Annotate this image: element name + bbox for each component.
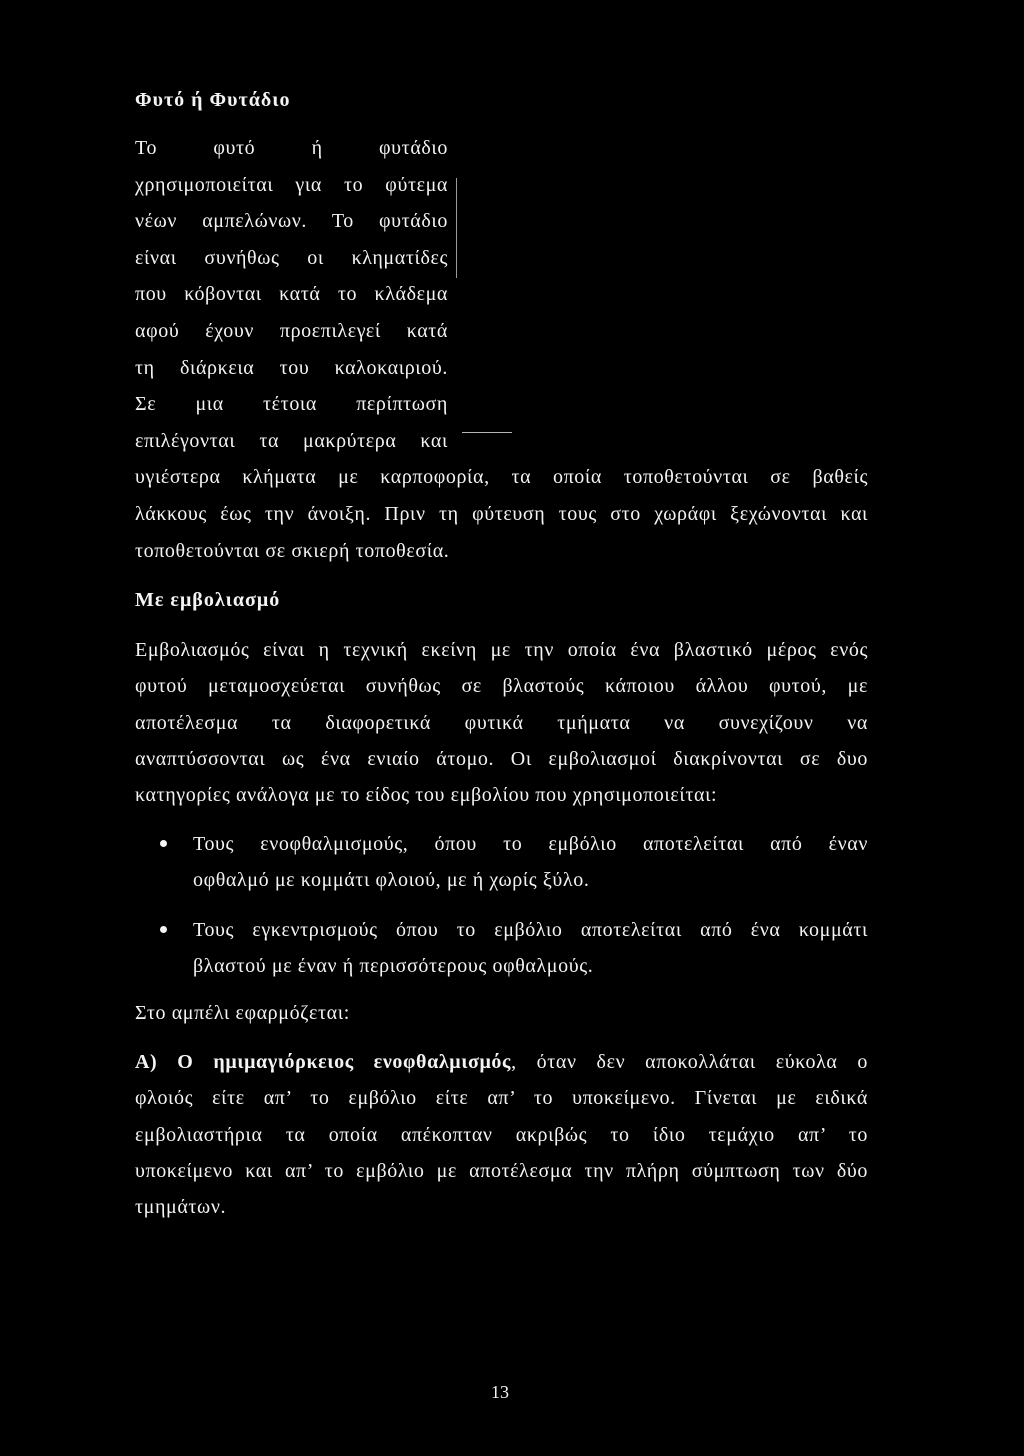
text-line: οφθαλμό με κομμάτι φλοιού, με ή χωρίς ξύλο. <box>193 869 590 891</box>
text-line: Σε μια τέτοια περίπτωση <box>135 393 448 416</box>
figure-frame-edge-vertical <box>456 178 457 278</box>
paragraph-vineyard-intro <box>135 995 868 1031</box>
text-line: τη διάρκεια του καλοκαιριού. <box>135 356 448 379</box>
text-line: υποκείμενο και απ’ το εμβόλιο με αποτέλεσμα την πλήρη σύμπτωση των δύο <box>135 1159 868 1182</box>
text-line: εμβολιαστήρια τα οποία απέκοπταν ακριβώς το ίδιο τεμάχιο απ’ το <box>135 1123 868 1146</box>
bullet-item <box>193 912 868 984</box>
text-line: φλοιός είτε απ’ το εμβόλιο είτε απ’ το υποκείμενο. Γίνεται με ειδικά <box>135 1087 868 1110</box>
text-line: αφού έχουν προεπιλεγεί κατά <box>135 319 448 342</box>
paragraph-item-a <box>135 1044 868 1225</box>
section-heading-plant: Φυτό ή Φυτάδιο <box>135 89 291 111</box>
section-heading-grafting: Με εμβολιασμό <box>135 589 281 611</box>
text-line: τοποθετούνται σε σκιερή τοποθεσία. <box>135 539 450 562</box>
text-line: είναι συνήθως οι κληματίδες <box>135 246 448 269</box>
text-line: φυτού μεταμοσχεύεται συνήθως σε βλαστούς κάποιου άλλου φυτού, με <box>135 675 868 698</box>
paragraph-plant <box>135 130 868 569</box>
text-line: κατηγορίες ανάλογα με το είδος του εμβολίου που χρησιμοποιείται: <box>135 784 718 806</box>
text-line: επιλέγονται τα μακρύτερα και <box>135 429 448 452</box>
text-line: λάκκους έως την άνοιξη. Πριν τη φύτευση τους στο χωράφι ξεχώνονται και <box>135 502 868 525</box>
text-line <box>135 1044 868 1080</box>
page-number: 13 <box>491 1382 509 1402</box>
paragraph-grafting <box>135 632 868 813</box>
bullet-marker <box>160 840 167 847</box>
text-line: υγιέστερα κλήματα με καρποφορία, τα οποία τοποθετούνται σε βαθείς <box>135 466 868 489</box>
text-line: που κόβονται κατά το κλάδεμα <box>135 283 448 306</box>
text-line: βλαστού με έναν ή περισσότερους οφθαλμούς. <box>193 955 594 977</box>
bullet-marker <box>160 926 167 933</box>
text-line: Στο αμπέλι εφαρμόζεται: <box>135 1002 350 1024</box>
text-line: Το φυτό ή φυτάδιο <box>135 137 448 159</box>
text-line: Τους εγκεντρισμούς όπου το εμβόλιο αποτελείται από ένα κομμάτι <box>193 919 868 941</box>
item-a-label: Α) Ο ημιμαγιόρκειος ενοφθαλμισμός <box>135 1051 512 1073</box>
text-line: χρησιμοποιείται για το φύτεμα <box>135 173 448 196</box>
text-line: αποτέλεσμα τα διαφορετικά φυτικά τμήματα να συνεχίζουν να <box>135 711 868 734</box>
text-line: νέων αμπελώνων. Το φυτάδιο <box>135 210 448 233</box>
item-a-first-line-rest: , όταν δεν αποκολλάται εύκολα ο <box>511 1051 869 1073</box>
text-line: αναπτύσσονται ως ένα ενιαίο άτομο. Οι εμβολιασμοί διακρίνονται σε δυο <box>135 747 868 770</box>
bullet-item <box>193 826 868 898</box>
text-line: τμημάτων. <box>135 1196 227 1218</box>
text-line: Εμβολιασμός είναι η τεχνική εκείνη με την οποία ένα βλαστικό μέρος ενός <box>135 639 868 661</box>
figure-frame-edge-horizontal <box>462 432 512 433</box>
text-line: Τους ενοφθαλμισμούς, όπου το εμβόλιο αποτελείται από έναν <box>193 833 868 855</box>
